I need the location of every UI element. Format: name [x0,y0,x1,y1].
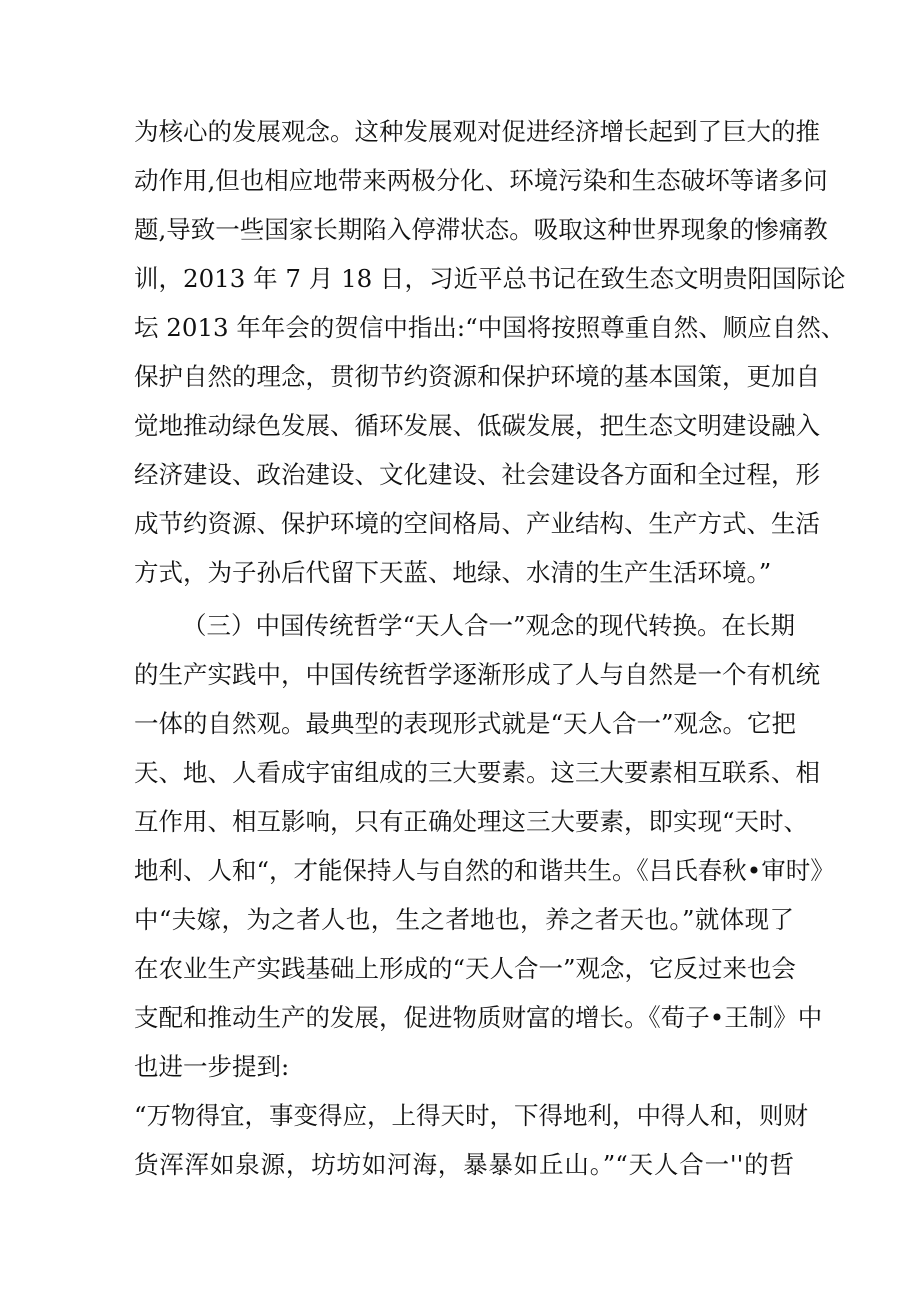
text-line-17: 中“夫嫁，为之者人也，生之者地也，养之者天也。”就体现了 [134,905,794,934]
text-line-1: 为核心的发展观念。这种发展观对促进经济增长起到了巨大的推 [134,117,820,146]
text-line-8: 经济建设、政治建设、文化建设、社会建设各方面和全过程，形 [134,460,820,489]
section-heading-line: （三）中国传统哲学“天人合一”观念的现代转换。在长期 [182,611,796,640]
text-line-10: 方式，为子孙后代留下天蓝、地绿、水清的生产生活环境。” [134,558,772,587]
text-line-2: 动作用,但也相应地带来两极分化、环境污染和生态破坏等诸多问 [134,166,828,195]
text-line-6: 保护自然的理念，贯彻节约资源和保护环境的基本国策，更加自 [134,362,820,391]
text-line-14: 天、地、人看成宇宙组成的三大要素。这三大要素相互联系、相 [134,758,820,787]
text-line-18: 在农业生产实践基础上形成的“天人合一”观念，它反过来也会 [134,954,797,983]
quote-line-2: 货浑浑如泉源，坊坊如河海，暴暴如丘山。”“天人合一''的哲 [134,1150,794,1179]
quote-line-1: “万物得宜，事变得应，上得天时，下得地利，中得人和，则财 [134,1101,809,1130]
text-line-4: 训，2013 年 7 月 18 日，习近平总书记在致生态文明贵阳国际论 [134,264,846,293]
text-line-20: 也进一步提到: [134,1052,290,1081]
text-line-5: 坛 2013 年年会的贺信中指出:“中国将按照尊重自然、顺应自然、 [134,313,846,342]
text-line-12: 的生产实践中，中国传统哲学逐渐形成了人与自然是一个有机统 [134,660,820,689]
text-line-13: 一体的自然观。最典型的表现形式就是“天人合一”观念。它把 [134,709,797,738]
text-line-9: 成节约资源、保护环境的空间格局、产业结构、生产方式、生活 [134,509,820,538]
text-line-15: 互作用、相互影响，只有正确处理这三大要素，即实现“天时、 [134,807,809,836]
text-line-16: 地利、人和“，才能保持人与自然的和谐共生。《吕氏春秋•审时》 [134,856,835,885]
text-line-19: 支配和推动生产的发展，促进物质财富的增长。《荀子•王制》中 [134,1003,823,1032]
text-line-3: 题,导致一些国家长期陷入停滞状态。吸取这种世界现象的惨痛教 [134,215,828,244]
text-line-7: 觉地推动绿色发展、循环发展、低碳发展，把生态文明建设融入 [134,411,820,440]
